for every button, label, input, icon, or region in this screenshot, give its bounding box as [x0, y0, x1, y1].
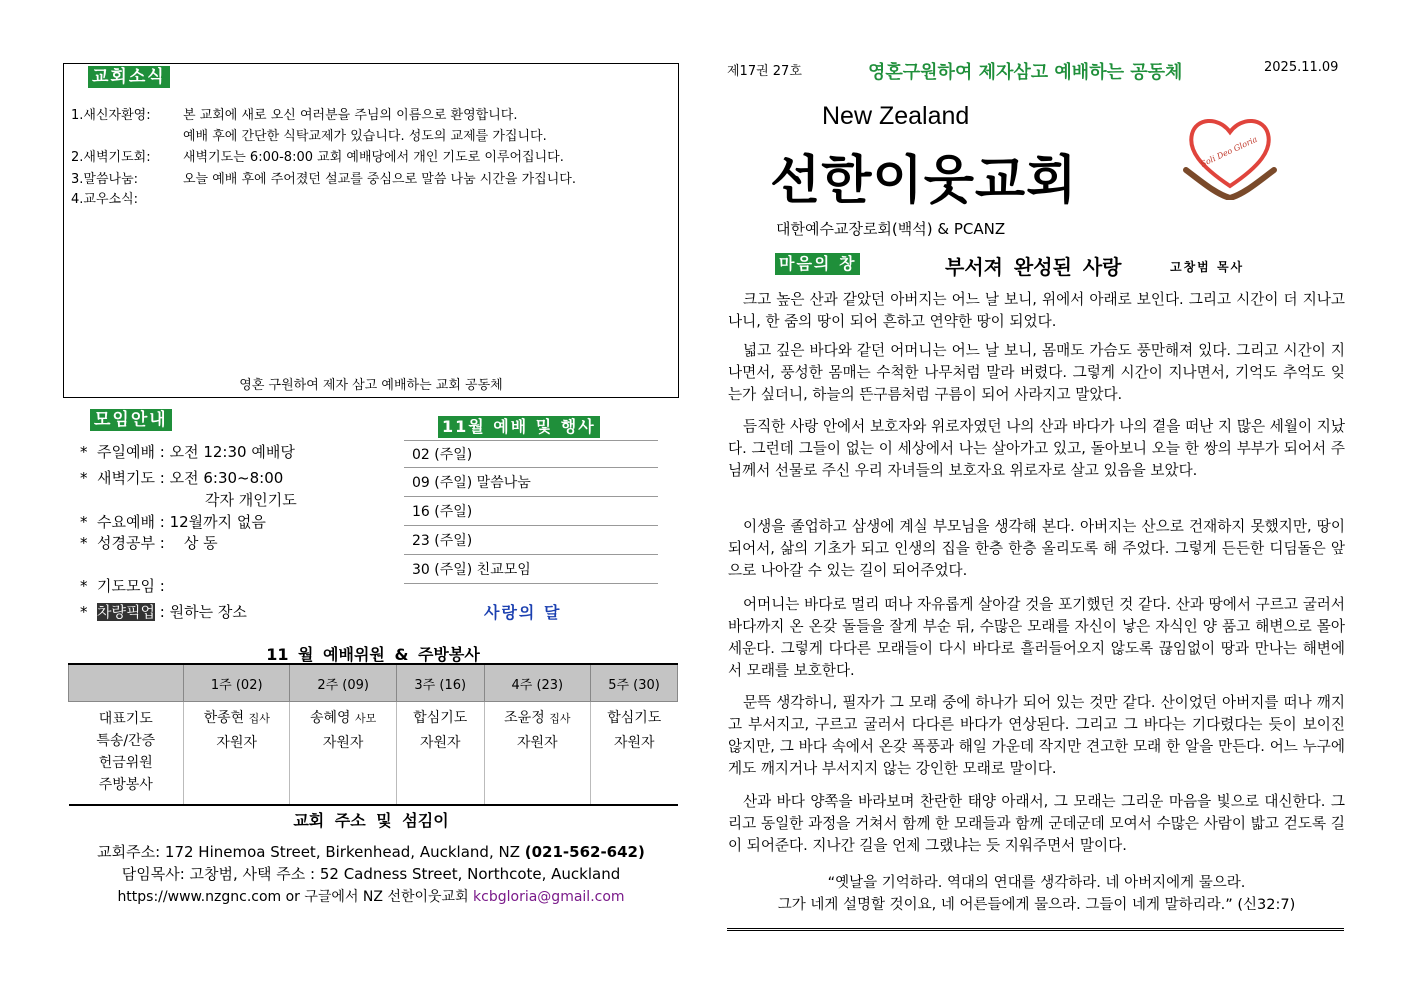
news-label: 4.교우소식: — [71, 192, 139, 207]
duty-header-row — [69, 664, 678, 702]
schedule-row: 30 (주일) 친교모임 — [404, 556, 658, 584]
meeting-row: * 기도모임 : — [80, 577, 165, 595]
news-label: 3.말씀나눔: — [71, 172, 139, 187]
sermon-paragraph: 크고 높은 산과 같았던 아버지는 어느 날 보니, 위에서 아래로 보인다. 그리고 시간이 더 지나고 나니, 한 줌의 땅이 되어 흔하고 연약한 땅이 되었다. — [728, 291, 1345, 330]
sermon-paragraph: 어머니는 바다로 멀리 떠나 자유롭게 살아갈 것을 포기했던 것 같다. 산과 땅에서 구르고 굴러서 바다까지 온 온갖 돌들을 잘게 부순 뒤, 수많은 모래를 자신이 낳은 자식인 양 품고 해변으로 몰아세운다. 그렇게 다다른 모래들이 다시 바다로 흘러들어오지 않도록 끊임없이 땅과 만나는 해변에서 모래를 보호한다. — [728, 596, 1345, 679]
duty-body-row — [69, 702, 678, 806]
schedule-row: 23 (주일) — [404, 527, 658, 555]
church-motto: 영혼구원하여 제자삼고 예배하는 공동체 — [868, 62, 1183, 83]
duty-table — [68, 663, 678, 806]
bible-verse: “옛날을 기억하라. 역대의 연대를 생각하라. 네 아버지에게 물으라. 그가 네게 설명할 것이요, 네 어른들에게 물으라. 그들이 네게 말하리라.” (신32:7) — [777, 875, 1296, 913]
duty-cell: 합심기도 자원자 — [396, 702, 484, 806]
duty-cell: 한종현 집사 자원자 — [184, 702, 290, 806]
news-item-member-news — [71, 190, 183, 210]
denomination: 대한예수교장로회(백석) & PCANZ — [776, 220, 1006, 238]
schedule-row: 02 (주일) — [404, 440, 658, 468]
news-text: 오늘 예배 후에 주어졌던 설교를 중심으로 말씀 나눔 시간을 가집니다. — [183, 172, 576, 187]
schedule-row: 09 (주일) 말씀나눔 — [404, 469, 658, 497]
duty-header-cell: 5주 (30) — [591, 664, 678, 702]
phone-number: (021-562-642) — [524, 843, 645, 861]
schedule-row: 16 (주일) — [404, 498, 658, 526]
november-schedule-title: 11월 예배 및 행사 — [438, 416, 600, 438]
meeting-row: * 수요예배 : 12월까지 없음 — [80, 513, 266, 531]
news-footer: 영혼 구원하여 제자 삼고 예배하는 교회 공동체 — [239, 378, 503, 393]
duty-cell: 합심기도 자원자 — [591, 702, 678, 806]
meeting-row: * 성경공부 : 상 동 — [80, 534, 218, 552]
sermon-paragraph: 산과 바다 양쪽을 바라보며 찬란한 태양 아래서, 그 모래는 그리운 마음을 빛으로 대신한다. 그리고 동일한 과정을 거쳐서 함께 한 모래들과 함께 군데군데 모여서 수많은 사람이 밟고 걷도록 길이 되어준다. 지나간 길을 언제 그랬냐는 듯 지워주면서 말이다. — [728, 793, 1345, 854]
duty-cell: 조윤정 집사 자원자 — [484, 702, 590, 806]
meeting-row: * 주일예배 : 오전 12:30 예배당 — [80, 443, 295, 461]
logo-text: Soli Deo Gloria — [1199, 134, 1259, 169]
news-text: 예배 후에 간단한 식탁교제가 있습니다. 성도의 교제를 가집니다. — [183, 129, 547, 144]
bottom-rule — [727, 928, 1344, 931]
volume-number: 제17권 27호 — [727, 64, 802, 79]
duty-header-cell — [69, 664, 184, 702]
website-link[interactable]: https://www.nzgnc.com or 구글에서 NZ 선한이웃교회 — [117, 889, 474, 905]
news-item-newcomer — [71, 106, 518, 126]
sermon-paragraph: 듬직한 사랑 안에서 보호자와 위로자였던 나의 산과 바다가 나의 곁을 떠난 지 많은 세월이 지났다. 그런데 그들이 없는 이 세상에서 나는 살아가고 있고, 돌아보니 오늘 한 쌍의 부부가 되어서 주님께서 선물로 주신 우리 자녀들의 보호자요 위로자로 살고 있음을 보았다. — [728, 418, 1345, 479]
duty-header-cell: 4주 (23) — [484, 664, 590, 702]
sermon-paragraph: 문뜩 생각하니, 필자가 그 모래 중에 하나가 되어 있는 것만 같다. 산이었던 아버지를 떠나 깨지고 부서지고, 구르고 굴러서 다다른 바다가 연상된다. 그리고 그 바다는 기다렸다는 듯이 보이진 않지만, 그 바다 속에서 온갖 폭풍과 해일 가운데 작지만 견고한 모래 한 알을 만든다. 어느 누구에게도 깨지거나 부서지지 않는 강인한 모래로 말이다. — [728, 694, 1345, 777]
duty-roles-cell: 대표기도 특송/간증 헌금위원 주방봉사 — [96, 711, 156, 793]
duty-table-title: 11 월 예배위원 & 주방봉사 — [266, 645, 480, 664]
email-link[interactable]: kcbgloria@gmail.com — [473, 889, 625, 905]
duty-header-cell: 2주 (09) — [290, 664, 396, 702]
heart-hands-logo — [1180, 108, 1280, 200]
country-name: New Zealand — [822, 102, 970, 130]
meeting-row: 각자 개인기도 — [205, 491, 297, 509]
website-line — [63, 886, 679, 906]
column-label: 마음의 창 — [775, 253, 860, 275]
news-label: 1.새신자환영: — [71, 108, 151, 123]
church-address: 교회주소: 172 Hinemoa Street, Birkenhead, Auckland, NZ (021-562-642) — [97, 843, 645, 861]
news-item-dawn-prayer — [71, 148, 564, 168]
address-title: 교회 주소 및 섬김이 — [293, 811, 449, 830]
news-text: 새벽기도는 6:00-8:00 교회 예배당에서 개인 기도로 이루어집니다. — [183, 150, 564, 165]
meeting-title: 모임안내 — [90, 409, 172, 431]
news-text: 본 교회에 새로 오신 여러분을 주님의 이름으로 환영합니다. — [183, 108, 518, 123]
issue-date: 2025.11.09 — [1264, 60, 1339, 75]
church-name: 선한이웃교회 — [770, 151, 1078, 211]
month-motto: 사랑의 달 — [484, 603, 562, 622]
duty-header-cell: 1주 (02) — [184, 664, 290, 702]
sermon-paragraph: 넓고 깊은 바다와 같던 어머니는 어느 날 보니, 몸매도 가슴도 풍만해져 있다. 그리고 시간이 지나면서, 풍성한 몸매는 수척한 나무처럼 말라 버렸다. 그렇게 시간이 지나면서, 기억도 추억도 잊는가 싶더니, 하늘의 뜬구름처럼 구름이 되어 사라지고 말았다. — [728, 342, 1345, 403]
sermon-author: 고창범 목사 — [1170, 260, 1245, 274]
meeting-row: * 새벽기도 : 오전 6:30~8:00 — [80, 469, 284, 487]
news-item-word-sharing — [71, 170, 576, 190]
sermon-title: 부서져 완성된 사랑 — [945, 255, 1122, 279]
meeting-row-pickup: * 차량픽업 : 원하는 장소 — [80, 603, 247, 621]
sermon-paragraph: 이생을 졸업하고 삼생에 계실 부모님을 생각해 본다. 아버지는 산으로 건재하지 못했지만, 땅이 되어서, 삶의 기초가 되고 인생의 집을 한층 한층 올리도록 해 주었다. 그렇게 든든한 디딤돌은 앞으로 나아갈 수 있는 길이 되어주었다. — [728, 518, 1345, 579]
news-label: 2.새벽기도회: — [71, 150, 151, 165]
pickup-label: 차량픽업 — [97, 603, 156, 621]
church-news-title: 교회소식 — [88, 66, 170, 88]
duty-cell: 송혜영 사모 자원자 — [290, 702, 396, 806]
duty-header-cell: 3주 (16) — [396, 664, 484, 702]
pastor-address: 담임목사: 고창범, 사택 주소 : 52 Cadness Street, Northcote, Auckland — [121, 865, 621, 883]
